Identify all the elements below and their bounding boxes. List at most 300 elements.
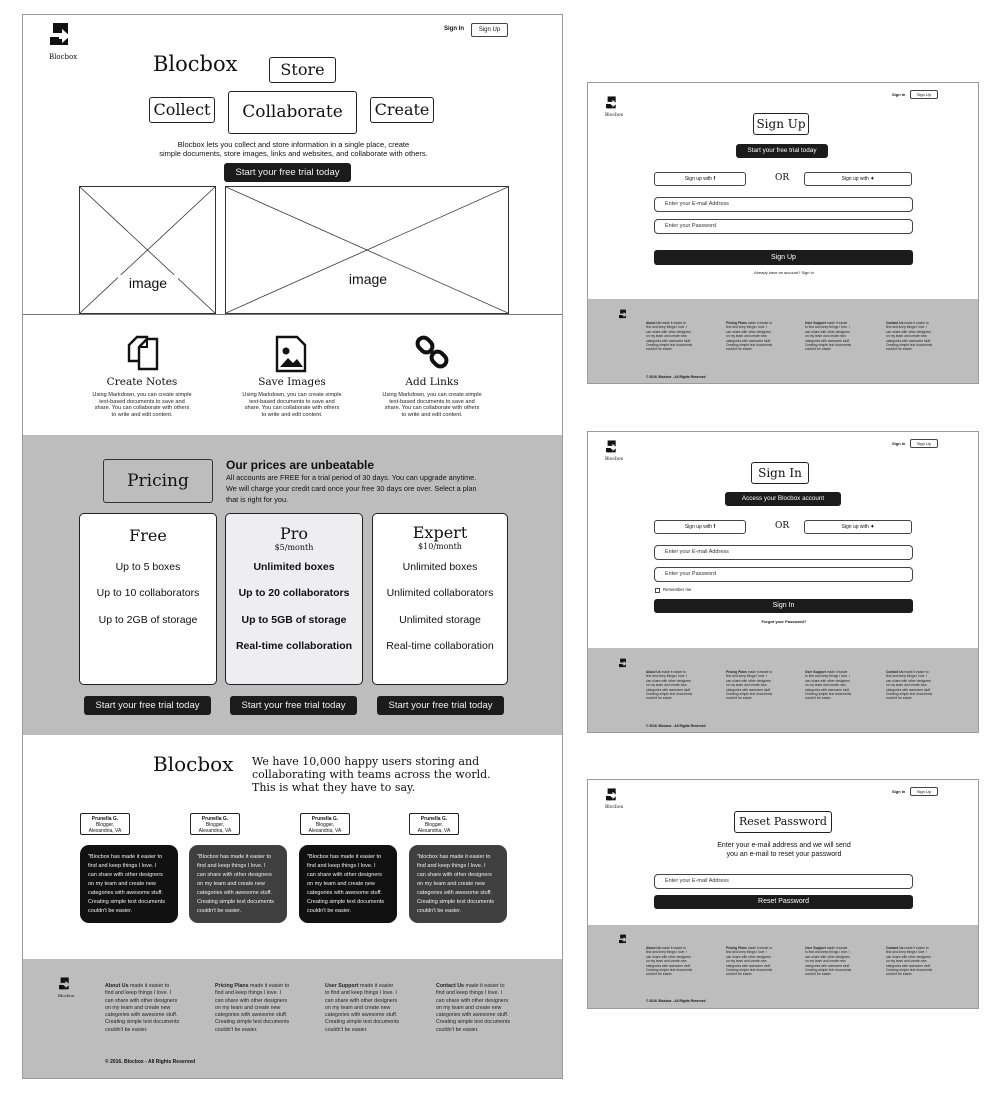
hero-cta-button[interactable]: Start your free trial today (224, 163, 351, 182)
footer-line: couldn't be easier. (215, 1026, 258, 1033)
main-footer (23, 959, 563, 1079)
footer-col-about (646, 321, 704, 352)
quote-line: on my team and create new (307, 881, 375, 887)
footer-line: categories with awesome stuff. (726, 687, 772, 692)
footer-col-head[interactable]: About Us (646, 946, 661, 950)
quote-line: can share with other designers (88, 872, 163, 878)
footer-line: find and keep things I love. I (436, 990, 502, 997)
plan-cta-button-free[interactable]: Start your free trial today (84, 696, 211, 715)
quote-line: can share with other designers (197, 872, 272, 878)
quote-line: "blocbox has made it easier to (417, 854, 491, 860)
quote-line: on my team and create new (417, 881, 485, 887)
tw-label: Sign up with (841, 524, 869, 530)
footer-line: find and keep things I love. I (646, 325, 688, 330)
footer-line: couldn't be easier. (805, 696, 832, 701)
logo-text: Blocbox (605, 113, 624, 118)
footer-col-support (805, 946, 863, 977)
quote-line: "Blocbox has made it easier to (307, 854, 382, 860)
quote-line: categories with awesome stuff. (88, 890, 164, 896)
nav-sign-up-button[interactable]: Sign Up (471, 23, 508, 37)
signup-footer (588, 299, 979, 384)
tag-collect: Collect (149, 97, 215, 123)
footer-line: categories with awesome stuff. (436, 1012, 509, 1019)
quote-line: couldn't be easier. (417, 908, 462, 914)
footer-col-head[interactable]: User Support (805, 670, 826, 674)
footer-line: made it easier to (746, 946, 773, 950)
footer-col-head[interactable]: User Support (325, 983, 359, 989)
quote-line: couldn't be easier. (197, 908, 242, 914)
quote-line: "Blocbox has made it easier to (88, 854, 163, 860)
desc-line: Using Markdown, you can create simple (242, 392, 342, 398)
footer-col-about (105, 983, 205, 1034)
footer-line: find and keep things I love. I (886, 950, 928, 955)
quote-line: categories with awesome stuff. (307, 890, 383, 896)
remember-label: Remember me (663, 587, 692, 592)
plan-feature: Up to 5 boxes (115, 561, 181, 573)
signin-page-frame (587, 431, 979, 733)
footer-line: couldn't be easier. (646, 696, 673, 701)
feature-title-add-links: Add Links (405, 376, 459, 388)
footer-line: made it easier (825, 670, 848, 674)
blocbox-logo-icon[interactable] (606, 788, 620, 804)
footer-line: Creating simple text documents (105, 1019, 180, 1026)
footer-line: Creating simple text documents (886, 343, 933, 348)
quote-line: couldn't be easier. (88, 908, 133, 914)
footer-line: Creating simple text documents (726, 692, 773, 697)
footer-col-head[interactable]: Contact Us (886, 321, 904, 325)
footer-col-head[interactable]: User Support (805, 321, 826, 325)
footer-line: on my team and create new (646, 959, 687, 964)
author-role: Blogger, (424, 822, 444, 828)
feature-title-save-images: Save Images (258, 376, 326, 388)
logo-text: Blocbox (605, 457, 624, 462)
signin-or: OR (775, 521, 790, 531)
testimonial-author-3 (300, 813, 350, 835)
quote-line: categories with awesome stuff. (417, 890, 493, 896)
footer-col-pricing (726, 670, 784, 701)
footer-col-head[interactable]: Pricing Plans (726, 670, 747, 674)
footer-line: made it easier to (903, 946, 929, 950)
footer-line: Creating simple text documents (325, 1019, 400, 1026)
quote-line: find and keep things I love. I (88, 863, 157, 869)
pricing-label: Pricing (103, 459, 213, 503)
links-icon (415, 335, 451, 371)
plan-feature: Up to 2GB of storage (98, 614, 198, 626)
signin-footer (588, 648, 979, 733)
nav-sign-in-link[interactable]: Sign In (892, 789, 906, 794)
footer-line: can share with other designers (646, 329, 691, 334)
footer-col-head[interactable]: Pricing Plans (726, 946, 747, 950)
feature-title-create-notes: Create Notes (106, 376, 178, 388)
plan-feature: Real-time collaboration (386, 640, 494, 652)
remember-checkbox[interactable] (655, 588, 660, 593)
footer-line: made it easier to (248, 983, 290, 989)
hero-description-line2: simple documents, store images, links and websites, and collaborate with others. (159, 149, 428, 158)
plan-feature: Real-time collaboration (235, 640, 353, 652)
footer-line: categories with awesome stuff. (886, 963, 932, 968)
pricing-headline: Our prices are unbeatable (226, 458, 375, 472)
footer-line: on my team and create new (886, 334, 927, 339)
footer-line: made it easier (825, 321, 848, 325)
footer-line: find and keep things I love. I (105, 990, 171, 997)
testimonial-quote-2 (189, 845, 287, 923)
footer-line: find and keep things I love. I (726, 950, 768, 955)
footer-line: categories with awesome stuff. (805, 687, 851, 692)
image-label: image (118, 275, 178, 291)
signin-subtitle: Access your Blocbox account (725, 492, 841, 506)
footer-line: find and keep things I love. I (886, 325, 928, 330)
footer-line: Creating simple text documents (436, 1019, 511, 1026)
logo-text: Blocbox (605, 805, 624, 810)
footer-line: can share with other designers (886, 329, 931, 334)
footer-line: categories with awesome stuff. (215, 1012, 288, 1019)
footer-col-support (805, 670, 863, 701)
tag-collaborate: Collaborate (228, 91, 357, 134)
plan-price: $5/month (274, 543, 314, 552)
footer-col-head[interactable]: Contact Us (886, 670, 904, 674)
footer-line: made it easier to (903, 670, 929, 674)
reset-submit-button[interactable]: Reset Password (654, 895, 913, 909)
plan-name: Pro (279, 524, 309, 543)
footer-line: can share with other designers (325, 997, 398, 1004)
plan-name: Expert (412, 523, 468, 542)
signin-title: Sign In (751, 462, 809, 484)
footer-line: couldn't be easier. (646, 972, 673, 977)
author-name: Prunella G. (311, 816, 339, 822)
headline-line: This is what they have to say. (252, 781, 416, 794)
feature-desc-add-links (372, 392, 492, 418)
desc-line: to write and edit content. (261, 411, 323, 418)
headline-line: collaborating with teams across the world. (252, 768, 491, 781)
footer-line: Creating simple text documents (805, 692, 852, 697)
footer-line: Creating simple text documents (805, 968, 852, 973)
plan-feature: Unlimited boxes (253, 561, 335, 573)
footer-logo-icon[interactable] (619, 657, 629, 669)
pricing-text-line3: that is right for you. (226, 495, 289, 504)
quote-line: find and keep things I love. I (197, 863, 266, 869)
footer-line: couldn't be easier. (726, 347, 753, 352)
signin-password-field[interactable]: Enter your Password (654, 567, 913, 582)
desc-line: share. You can collaborate with others (384, 405, 480, 411)
footer-col-head[interactable]: Contact Us (886, 946, 904, 950)
footer-line: Creating simple text documents (646, 343, 693, 348)
facebook-icon: f (713, 524, 716, 530)
footer-line: couldn't be easier. (646, 347, 673, 352)
signin-submit-button[interactable]: Sign In (654, 599, 913, 613)
footer-col-contact (436, 983, 536, 1034)
signup-facebook-button[interactable] (654, 172, 746, 186)
quote-line: find and keep things I love. I (417, 863, 486, 869)
quote-line: Creating simple text documents (417, 899, 495, 905)
footer-logo-icon[interactable] (59, 977, 73, 993)
footer-line: can share with other designers (726, 954, 771, 959)
footer-line: made it easier to (660, 670, 686, 674)
plan-card-pro[interactable] (225, 513, 363, 685)
footer-line: on my team and create new (436, 1004, 502, 1011)
hero-image-placeholder-1 (79, 186, 216, 314)
footer-line: Creating simple text documents (886, 692, 933, 697)
footer-line: categories with awesome stuff. (726, 338, 772, 343)
quote-line: can share with other designers (307, 872, 382, 878)
plan-card-free[interactable] (79, 513, 217, 685)
footer-col-contact (886, 946, 944, 977)
footer-line: categories with awesome stuff. (805, 963, 851, 968)
nav-sign-up-button[interactable]: Sign Up (910, 787, 938, 796)
pricing-text-line1: All accounts are FREE for a trial period of 30 days. You can upgrade anytime. (226, 473, 477, 482)
footer-line: to find and keep things I love. I (805, 674, 850, 679)
quote-line: Creating simple text documents (307, 899, 385, 905)
footer-line: categories with awesome stuff. (726, 963, 772, 968)
footer-line: Creating simple text documents (646, 692, 693, 697)
desc-line: text-based documents to save and (249, 398, 335, 405)
footer-col-about (646, 670, 704, 701)
footer-line: can share with other designers (805, 329, 850, 334)
logo-text: Blocbox (49, 53, 78, 61)
desc-line: share. You can collaborate with others (94, 405, 190, 411)
signin-twitter-button[interactable] (804, 520, 912, 534)
plan-feature: Unlimited boxes (402, 561, 478, 573)
footer-logo-icon[interactable] (619, 933, 629, 945)
footer-line: Creating simple text documents (726, 343, 773, 348)
footer-line: made it easier to (746, 670, 773, 674)
footer-col-head[interactable]: About Us (646, 321, 661, 325)
tw-label: Sign up with (841, 176, 869, 182)
footer-line: can share with other designers (105, 997, 178, 1004)
footer-line: on my team and create new (805, 959, 846, 964)
signup-password-field[interactable]: Enter your Password (654, 219, 913, 234)
landing-page-frame (22, 14, 563, 1079)
pricing-section (23, 435, 563, 735)
tag-create: Create (370, 97, 434, 123)
desc-line: text-based documents to save and (99, 398, 185, 405)
footer-line: categories with awesome stuff. (105, 1012, 178, 1019)
fb-label: Sign up with (684, 524, 713, 530)
footer-line: made it easier to (660, 321, 686, 325)
testimonial-quote-3 (299, 845, 397, 923)
quote-line: on my team and create new (197, 881, 265, 887)
footer-col-head[interactable]: About Us (646, 670, 661, 674)
fb-label: Sign up with (684, 176, 713, 182)
author-name: Prunella G. (420, 816, 448, 822)
footer-line: made it easier (358, 983, 394, 989)
signup-subtitle: Start your free trial today (736, 144, 828, 158)
quote-line: couldn't be easier. (307, 908, 352, 914)
desc-line: to write and edit content. (111, 411, 173, 418)
footer-col-support (805, 321, 863, 352)
footer-line: on my team and create new (325, 1004, 391, 1011)
reset-page-frame (587, 779, 979, 1009)
signup-submit-button[interactable]: Sign Up (654, 250, 913, 265)
footer-col-head[interactable]: Pricing Plans (215, 983, 249, 989)
author-role: Blogger, (95, 822, 115, 828)
headline-line: We have 10,000 happy users storing and (252, 755, 480, 768)
footer-line: to find and keep things I love. I (805, 325, 850, 330)
footer-line: on my team and create new (646, 683, 687, 688)
footer-line: Creating simple text documents (726, 968, 773, 973)
nav-sign-in-link[interactable]: Sign In (892, 92, 906, 97)
footer-col-head[interactable]: Pricing Plans (726, 321, 747, 325)
quote-line: can share with other designers (417, 872, 492, 878)
author-place: Alexandria, VA (308, 828, 342, 834)
footer-line: categories with awesome stuff. (886, 338, 932, 343)
footer-col-about (646, 946, 704, 977)
footer-line: on my team and create new (726, 959, 767, 964)
footer-col-head[interactable]: User Support (805, 946, 826, 950)
testimonial-author-4 (409, 813, 459, 835)
footer-line: categories with awesome stuff. (325, 1012, 398, 1019)
footer-line: couldn't be easier. (886, 347, 913, 352)
image-label: image (338, 271, 398, 287)
footer-line: on my team and create new (215, 1004, 281, 1011)
footer-line: categories with awesome stuff. (646, 338, 692, 343)
section-divider (23, 314, 563, 315)
reset-description-line2: you an e-mail to reset your password (726, 851, 842, 858)
footer-line: couldn't be easier. (325, 1026, 368, 1033)
footer-col-contact (886, 670, 944, 701)
footer-line: find and keep things I love. I (726, 674, 768, 679)
quote-line: Creating simple text documents (88, 899, 166, 905)
footer-line: couldn't be easier. (886, 696, 913, 701)
footer-line: find and keep things I love. I (726, 325, 768, 330)
footer-col-pricing (726, 321, 784, 352)
hero-brand: Blocbox (153, 52, 238, 76)
signup-title: Sign Up (753, 113, 809, 135)
quote-line: Creating simple text documents (197, 899, 275, 905)
footer-logo-icon[interactable] (619, 308, 629, 320)
footer-col-support (325, 983, 425, 1034)
footer-line: can share with other designers (805, 954, 850, 959)
facebook-icon: f (713, 176, 716, 182)
forgot-password-link[interactable]: Forgot your Password? (761, 619, 807, 624)
signup-email-field[interactable]: Enter your E-mail Address (654, 197, 913, 212)
footer-line: made it easier to (128, 983, 170, 989)
desc-line: to write and edit content. (401, 411, 463, 418)
plan-price: $10/month (418, 542, 462, 551)
signup-twitter-button[interactable] (804, 172, 912, 186)
notes-icon (125, 335, 161, 371)
footer-line: couldn't be easier. (805, 347, 832, 352)
nav-sign-in-link[interactable]: Sign In (892, 441, 906, 446)
footer-line: couldn't be easier. (886, 972, 913, 977)
nav-sign-up-button[interactable]: Sign Up (910, 439, 938, 448)
footer-line: find and keep things I love. I (886, 674, 928, 679)
footer-copyright: © 2016. Blocbox - All Rights Reserved (105, 1059, 196, 1065)
footer-copyright: © 2016. Blocbox - All Rights Reserved (646, 999, 706, 1003)
footer-line: on my team and create new (726, 334, 767, 339)
author-place: Alexandria, VA (417, 828, 451, 834)
footer-line: find and keep things I love. I (646, 950, 688, 955)
plan-feature: Up to 5GB of storage (241, 614, 347, 626)
desc-line: Using Markdown, you can create simple (382, 392, 482, 398)
footer-line: made it easier to (746, 321, 773, 325)
hero-image-placeholder-2 (225, 186, 509, 314)
author-place: Alexandria, VA (198, 828, 232, 834)
footer-col-head[interactable]: About Us (105, 983, 129, 989)
author-role: Blogger, (315, 822, 335, 828)
plan-name: Free (129, 526, 167, 545)
footer-line: find and keep things I love. I (215, 990, 281, 997)
blocbox-logo-icon[interactable] (50, 23, 76, 51)
footer-col-pricing (215, 983, 315, 1034)
author-name: Prunella G. (91, 816, 119, 822)
footer-line: to find and keep things I love. I (805, 950, 850, 955)
signup-already-link[interactable]: Already have an account? Sign In (754, 270, 814, 275)
plan-feature: Unlimited storage (399, 614, 481, 626)
nav-sign-in-link[interactable]: Sign In (444, 26, 464, 32)
plan-feature: Up to 10 collaborators (96, 587, 200, 599)
signin-facebook-button[interactable] (654, 520, 746, 534)
quote-line: categories with awesome stuff. (197, 890, 273, 896)
plan-feature: Unlimited collaborators (386, 587, 494, 599)
footer-col-head[interactable]: Contact Us (436, 983, 464, 989)
desc-line: text-based documents to save and (389, 398, 475, 405)
blocbox-logo-icon[interactable] (606, 440, 620, 456)
reset-footer (588, 925, 979, 1009)
footer-line: on my team and create new (105, 1004, 171, 1011)
footer-copyright: © 2016. Blocbox - All Rights Reserved (646, 724, 706, 728)
twitter-icon: ✦ (870, 524, 875, 530)
footer-line: find and keep things I love. I (646, 674, 688, 679)
footer-line: on my team and create new (646, 334, 687, 339)
quote-line: "Blocbox has made it easier to (197, 854, 272, 860)
footer-line: Creating simple text documents (805, 343, 852, 348)
footer-line: couldn't be easier. (726, 972, 753, 977)
footer-line: can share with other designers (805, 678, 850, 683)
twitter-icon: ✦ (870, 176, 875, 182)
desc-line: Using Markdown, you can create simple (92, 392, 192, 398)
footer-copyright: © 2016. Blocbox - All Rights Reserved (646, 375, 706, 379)
author-name: Prunella G. (201, 816, 229, 822)
footer-line: can share with other designers (726, 329, 771, 334)
plan-card-expert[interactable] (372, 513, 508, 685)
footer-line: on my team and create new (726, 683, 767, 688)
plan-cta-button-pro[interactable]: Start your free trial today (230, 696, 357, 715)
reset-title: Reset Password (734, 811, 832, 833)
footer-line: can share with other designers (726, 678, 771, 683)
testimonial-quote-4 (409, 845, 507, 923)
footer-line: couldn't be easier. (805, 972, 832, 977)
footer-line: can share with other designers (886, 678, 931, 683)
footer-col-pricing (726, 946, 784, 977)
footer-line: categories with awesome stuff. (805, 338, 851, 343)
footer-line: made it easier to (660, 946, 686, 950)
desc-line: share. You can collaborate with others (244, 405, 340, 411)
footer-line: categories with awesome stuff. (646, 687, 692, 692)
footer-line: can share with other designers (886, 954, 931, 959)
signup-page-frame (587, 82, 979, 384)
author-place: Alexandria, VA (88, 828, 122, 834)
feature-desc-create-notes (82, 392, 202, 418)
footer-line: can share with other designers (646, 678, 691, 683)
plan-cta-button-expert[interactable]: Start your free trial today (377, 696, 504, 715)
reset-email-field[interactable]: Enter your E-mail Address (654, 874, 913, 889)
tag-store: Store (269, 57, 336, 83)
footer-line: made it easier (825, 946, 848, 950)
signin-email-field[interactable]: Enter your E-mail Address (654, 545, 913, 560)
nav-sign-up-button[interactable]: Sign Up (910, 90, 938, 99)
quote-line: find and keep things I love. I (307, 863, 376, 869)
blocbox-logo-icon[interactable] (606, 96, 620, 112)
reset-description-line1: Enter your e-mail address and we will send (717, 842, 851, 849)
footer-line: on my team and create new (886, 959, 927, 964)
footer-line: on my team and create new (805, 334, 846, 339)
footer-col-contact (886, 321, 944, 352)
footer-line: can share with other designers (646, 954, 691, 959)
quote-line: on my team and create new (88, 881, 156, 887)
footer-logo-text: Blocbox (58, 993, 75, 998)
footer-line: Creating simple text documents (215, 1019, 290, 1026)
footer-line: couldn't be easier. (105, 1026, 148, 1033)
